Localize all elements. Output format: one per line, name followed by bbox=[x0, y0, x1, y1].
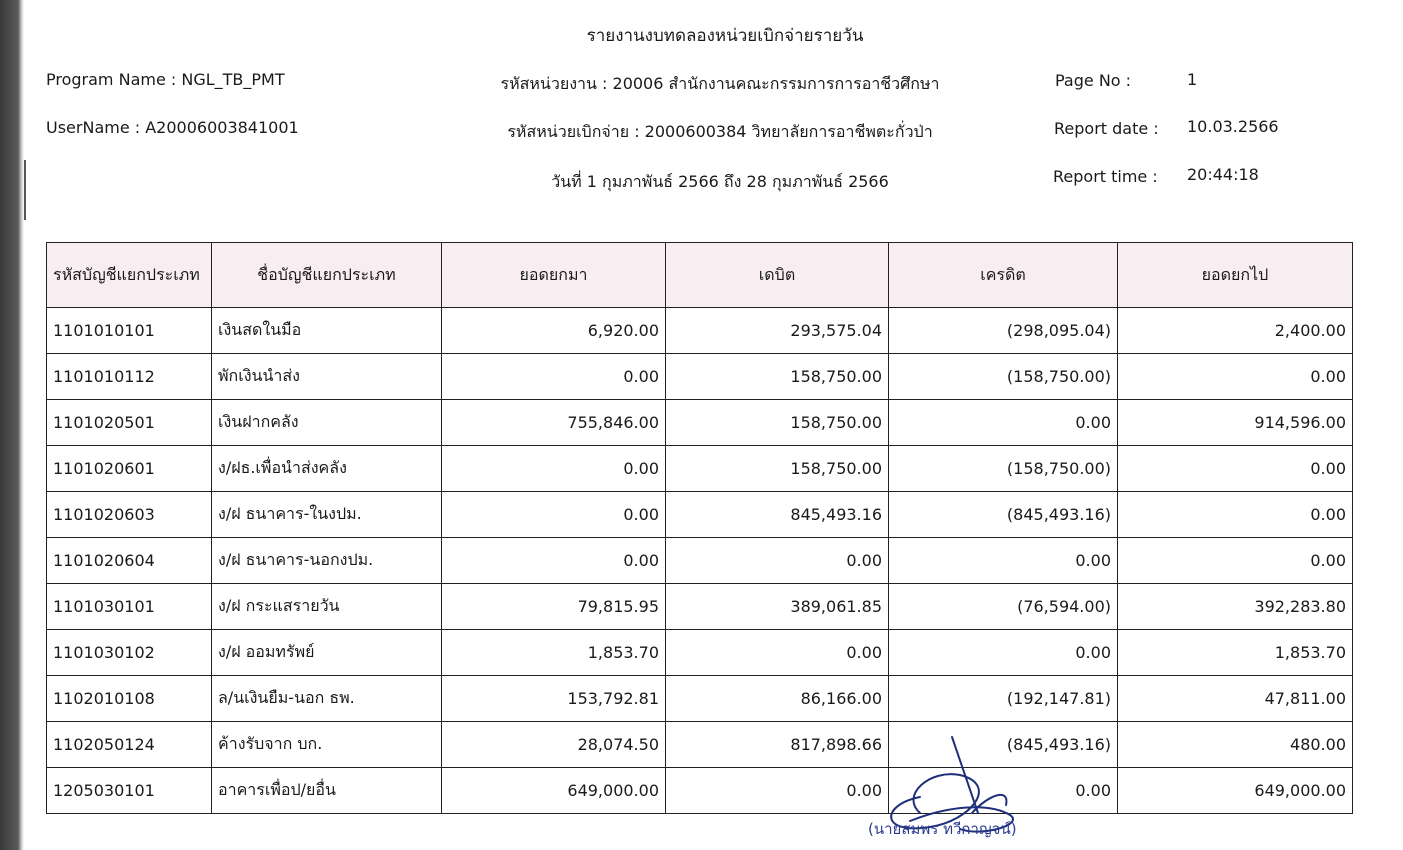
cell-credit: (158,750.00) bbox=[889, 446, 1118, 492]
cell-account-code: 1101010112 bbox=[47, 354, 212, 400]
cell-account-code: 1101030101 bbox=[47, 584, 212, 630]
agency-line: รหัสหน่วยงาน : 20006 สำนักงานคณะกรรมการการอาชีวศึกษา bbox=[500, 74, 940, 93]
table-row bbox=[47, 446, 1353, 492]
cell-account-name: เงินฝากคลัง bbox=[212, 400, 442, 446]
cell-account-name: ล/นเงินยืม-นอก ธพ. bbox=[212, 676, 442, 722]
cell-account-name: ค้างรับจาก บก. bbox=[212, 722, 442, 768]
cell-account-name: ง/ฝธ.เพื่อนำส่งคลัง bbox=[212, 446, 442, 492]
cell-carried-forward: 1,853.70 bbox=[1118, 630, 1353, 676]
cell-account-code: 1101020601 bbox=[47, 446, 212, 492]
cell-account-name: เงินสดในมือ bbox=[212, 308, 442, 354]
cell-account-code: 1101020501 bbox=[47, 400, 212, 446]
table-row bbox=[47, 630, 1353, 676]
cell-debit: 0.00 bbox=[666, 538, 889, 584]
cell-brought-forward: 649,000.00 bbox=[442, 768, 666, 814]
cell-carried-forward: 392,283.80 bbox=[1118, 584, 1353, 630]
report-time-value: 20:44:18 bbox=[1187, 165, 1259, 184]
table-row bbox=[47, 676, 1353, 722]
report-date-label: Report date : bbox=[1054, 119, 1159, 138]
cell-carried-forward: 649,000.00 bbox=[1118, 768, 1353, 814]
page-no-label: Page No : bbox=[1055, 71, 1132, 90]
cell-brought-forward: 28,074.50 bbox=[442, 722, 666, 768]
table-body bbox=[47, 308, 1353, 814]
cell-carried-forward: 480.00 bbox=[1118, 722, 1353, 768]
col-header-debit: เดบิต bbox=[666, 243, 889, 308]
table-header-row bbox=[47, 243, 1353, 308]
cell-brought-forward: 6,920.00 bbox=[442, 308, 666, 354]
col-header-account-name: ชื่อบัญชีแยกประเภท bbox=[212, 243, 442, 308]
cell-credit: (158,750.00) bbox=[889, 354, 1118, 400]
cell-brought-forward: 1,853.70 bbox=[442, 630, 666, 676]
table-row bbox=[47, 308, 1353, 354]
table-row bbox=[47, 584, 1353, 630]
cell-account-code: 1102050124 bbox=[47, 722, 212, 768]
table-row bbox=[47, 768, 1353, 814]
cell-account-code: 1102010108 bbox=[47, 676, 212, 722]
col-header-brought-forward: ยอดยกมา bbox=[442, 243, 666, 308]
cell-account-code: 1101010101 bbox=[47, 308, 212, 354]
cell-brought-forward: 755,846.00 bbox=[442, 400, 666, 446]
col-header-account-code: รหัสบัญชีแยกประเภท bbox=[47, 243, 212, 308]
report-date-value: 10.03.2566 bbox=[1187, 117, 1279, 136]
table-row bbox=[47, 722, 1353, 768]
cell-debit: 0.00 bbox=[666, 630, 889, 676]
report-period: วันที่ 1 กุมภาพันธ์ 2566 ถึง 28 กุมภาพันธ์ 2566 bbox=[551, 172, 889, 191]
cell-carried-forward: 0.00 bbox=[1118, 492, 1353, 538]
cell-credit: 0.00 bbox=[889, 400, 1118, 446]
table-row bbox=[47, 354, 1353, 400]
cell-account-name: อาคารเพื่อป/ยอื่น bbox=[212, 768, 442, 814]
cell-carried-forward: 0.00 bbox=[1118, 354, 1353, 400]
cell-debit: 158,750.00 bbox=[666, 400, 889, 446]
cell-debit: 845,493.16 bbox=[666, 492, 889, 538]
cell-carried-forward: 47,811.00 bbox=[1118, 676, 1353, 722]
cell-brought-forward: 79,815.95 bbox=[442, 584, 666, 630]
cell-brought-forward: 0.00 bbox=[442, 538, 666, 584]
cell-account-name: ง/ฝ ธนาคาร-นอกงปม. bbox=[212, 538, 442, 584]
cell-debit: 389,061.85 bbox=[666, 584, 889, 630]
page-no-value: 1 bbox=[1187, 70, 1198, 89]
cell-credit: 0.00 bbox=[889, 630, 1118, 676]
signatory-name: (นายสมพร ทวีกาญจน์) bbox=[868, 820, 1017, 838]
table-row bbox=[47, 400, 1353, 446]
cell-brought-forward: 0.00 bbox=[442, 446, 666, 492]
scan-edge-mark bbox=[24, 160, 26, 220]
cell-credit: (76,594.00) bbox=[889, 584, 1118, 630]
cell-account-code: 1205030101 bbox=[47, 768, 212, 814]
cell-brought-forward: 0.00 bbox=[442, 354, 666, 400]
cell-credit: (845,493.16) bbox=[889, 492, 1118, 538]
cell-carried-forward: 914,596.00 bbox=[1118, 400, 1353, 446]
cell-brought-forward: 0.00 bbox=[442, 492, 666, 538]
cell-credit: 0.00 bbox=[889, 768, 1118, 814]
cell-account-name: ง/ฝ ธนาคาร-ในงปม. bbox=[212, 492, 442, 538]
scan-page-edge bbox=[0, 0, 24, 850]
trial-balance-table bbox=[46, 242, 1353, 814]
report-title: รายงานงบทดลองหน่วยเบิกจ่ายรายวัน bbox=[586, 26, 864, 46]
cell-account-code: 1101020604 bbox=[47, 538, 212, 584]
cell-carried-forward: 2,400.00 bbox=[1118, 308, 1353, 354]
cell-debit: 0.00 bbox=[666, 768, 889, 814]
cell-debit: 86,166.00 bbox=[666, 676, 889, 722]
cell-carried-forward: 0.00 bbox=[1118, 446, 1353, 492]
cell-credit: (192,147.81) bbox=[889, 676, 1118, 722]
col-header-credit: เครดิต bbox=[889, 243, 1118, 308]
program-name: Program Name : NGL_TB_PMT bbox=[46, 70, 285, 89]
cell-debit: 293,575.04 bbox=[666, 308, 889, 354]
cell-credit: (845,493.16) bbox=[889, 722, 1118, 768]
report-time-label: Report time : bbox=[1053, 167, 1158, 186]
cell-credit: 0.00 bbox=[889, 538, 1118, 584]
cell-debit: 158,750.00 bbox=[666, 446, 889, 492]
cell-account-code: 1101030102 bbox=[47, 630, 212, 676]
table-row bbox=[47, 538, 1353, 584]
table-row bbox=[47, 492, 1353, 538]
col-header-carried-forward: ยอดยกไป bbox=[1118, 243, 1353, 308]
cell-credit: (298,095.04) bbox=[889, 308, 1118, 354]
cell-account-name: ง/ฝ กระแสรายวัน bbox=[212, 584, 442, 630]
cell-carried-forward: 0.00 bbox=[1118, 538, 1353, 584]
disbursement-unit-line: รหัสหน่วยเบิกจ่าย : 2000600384 วิทยาลัยการอาชีพตะกั่วป่า bbox=[507, 122, 933, 141]
cell-account-name: ง/ฝ ออมทรัพย์ bbox=[212, 630, 442, 676]
cell-account-code: 1101020603 bbox=[47, 492, 212, 538]
cell-debit: 158,750.00 bbox=[666, 354, 889, 400]
cell-debit: 817,898.66 bbox=[666, 722, 889, 768]
user-name: UserName : A20006003841001 bbox=[46, 118, 299, 137]
cell-account-name: พักเงินนำส่ง bbox=[212, 354, 442, 400]
cell-brought-forward: 153,792.81 bbox=[442, 676, 666, 722]
